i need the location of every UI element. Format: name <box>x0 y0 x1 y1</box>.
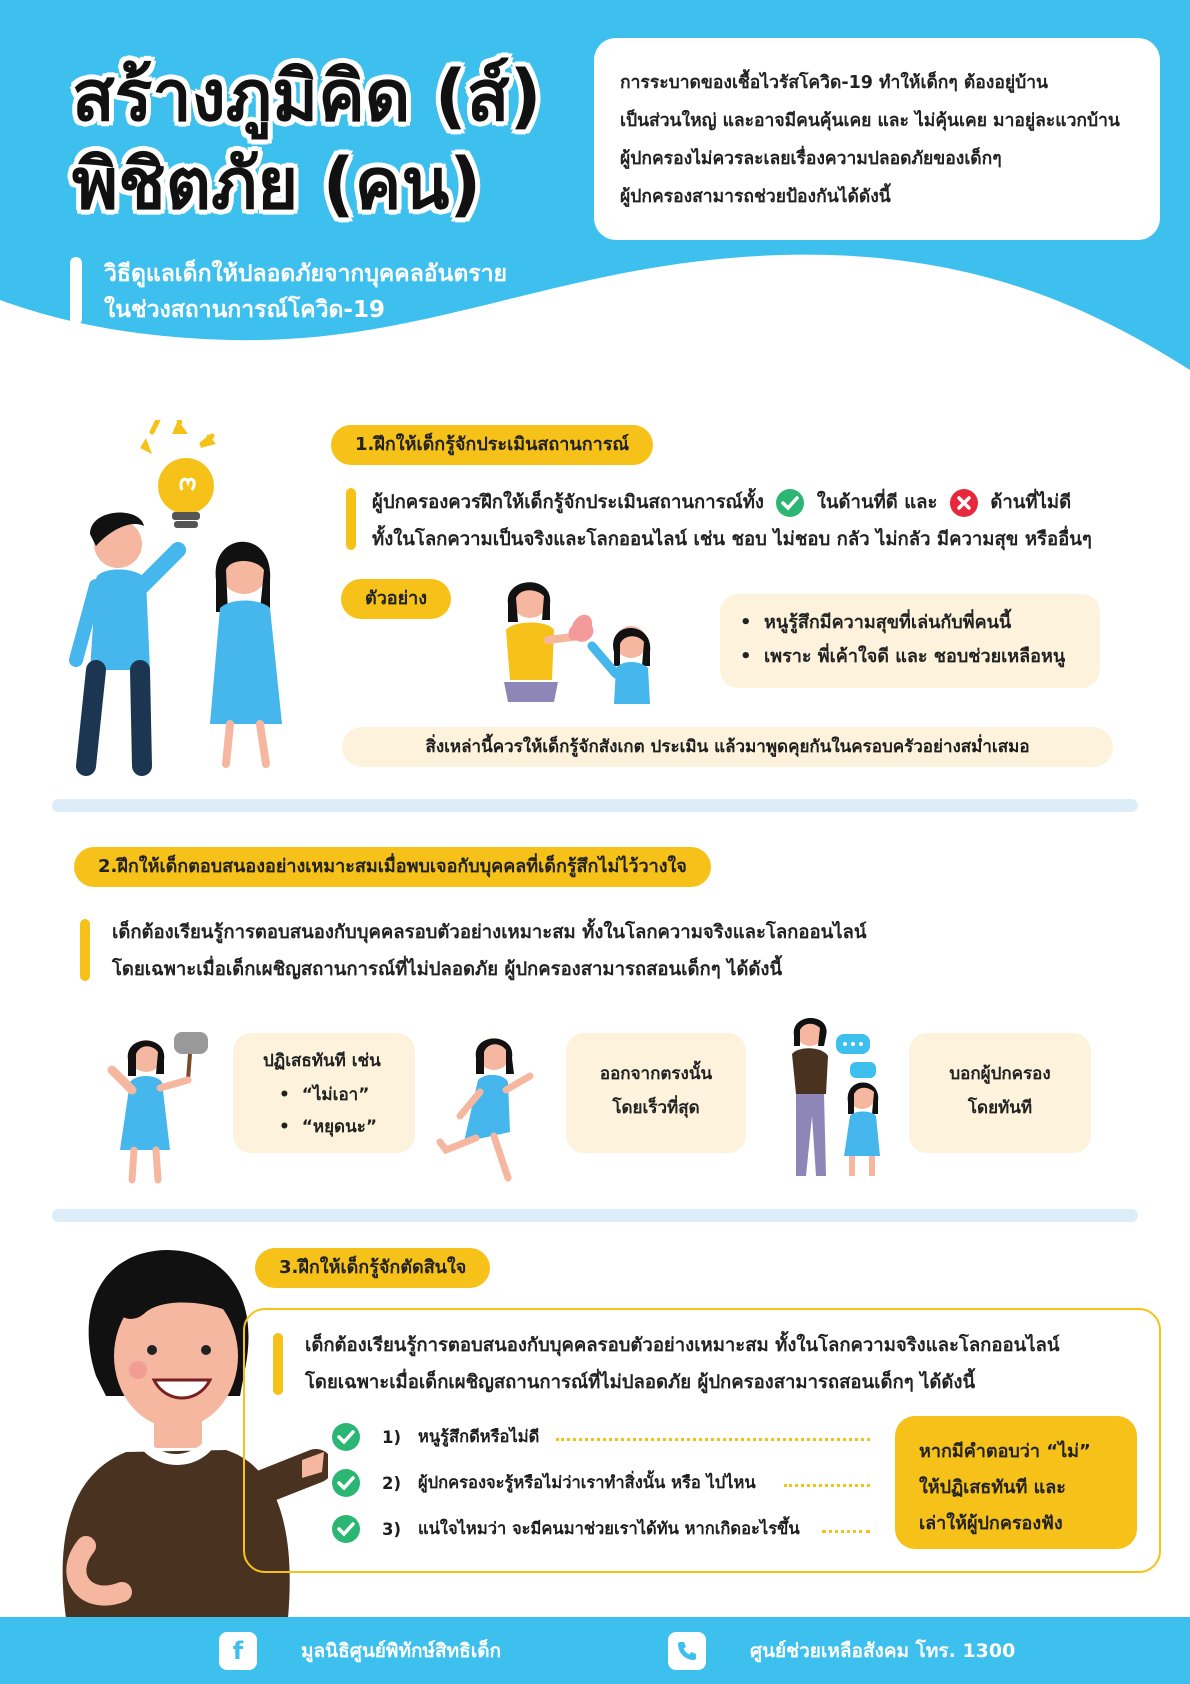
answer-line: หากมีคำตอบว่า “ไม่” <box>919 1441 1091 1462</box>
example-bubble <box>720 594 1100 688</box>
intro-line: ผู้ปกครองสามารถช่วยป้องกันได้ดังนี้ <box>620 187 891 207</box>
page-subtitle <box>104 256 507 328</box>
section3-body-line1: เด็กต้องเรียนรู้การตอบสนองกับบุคคลรอบตัวอย่างเหมาะสม ทั้งในโลกความจริงและโลกออนไลน์ <box>305 1335 1060 1356</box>
action-card-line: ออกจากตรงนั้น <box>599 1064 713 1084</box>
check-circle-icon <box>332 1515 360 1543</box>
subtitle-line-1: วิธีดูแลเด็กให้ปลอดภัยจากบุคคลอันตราย <box>104 261 508 287</box>
dotted-leader <box>556 1438 870 1441</box>
lightbulb-icon <box>140 420 216 528</box>
subtitle-accent-bar <box>70 257 82 325</box>
question-row <box>332 1466 756 1500</box>
page-title <box>72 52 541 228</box>
check-circle-icon <box>332 1469 360 1497</box>
facebook-icon: f <box>219 1632 257 1670</box>
title-line-1: สร้างภูมิคิด (ส์) <box>72 55 542 137</box>
question-row <box>332 1420 539 1454</box>
dotted-leader <box>822 1530 870 1533</box>
question-number: 2) <box>382 1473 402 1493</box>
check-circle-icon <box>776 489 804 517</box>
footer <box>0 1617 1190 1684</box>
x-circle-icon <box>950 489 978 517</box>
check-circle-icon <box>332 1423 360 1451</box>
action-card-title: ปฏิเสธทันที เช่น <box>263 1051 381 1071</box>
section-divider <box>52 799 1138 812</box>
title-line-2: พิชิตภัย (คน) <box>72 143 482 225</box>
section1-accent-bar <box>346 488 356 550</box>
parent-child-lightbulb-illustration <box>60 420 300 780</box>
section2-heading: 2.ฝึกให้เด็กตอบสนองอย่างเหมาะสมเมื่อพบเจอกับบุคคลที่เด็กรู้สึกไม่ไว้วางใจ <box>74 847 711 887</box>
section2-accent-bar <box>80 919 90 981</box>
action-card-line: โดยทันที <box>967 1098 1033 1118</box>
section3-accent-bar <box>273 1333 283 1395</box>
section2-body-line1: เด็กต้องเรียนรู้การตอบสนองกับบุคคลรอบตัวอย่างเหมาะสม ทั้งในโลกความจริงและโลกออนไลน์ <box>112 922 867 943</box>
action-card-line: โดยเร็วที่สุด <box>612 1098 700 1118</box>
question-text: ผู้ปกครองจะรู้หรือไม่ว่าเราทำสิ่งนั้น หรือ ไปไหน <box>418 1473 756 1492</box>
section1-note: สิ่งเหล่านี้ควรให้เด็กรู้จักสังเกต ประเมิน แล้วมาพูดคุยกันในครอบครัวอย่างสม่ำเสมอ <box>342 727 1113 767</box>
section3-heading: 3.ฝึกให้เด็กรู้จักตัดสินใจ <box>255 1248 490 1288</box>
child-telling-parent-illustration <box>782 1016 892 1182</box>
sister-child-playing-illustration <box>488 570 676 704</box>
action-card-item: • “ไม่เอา” <box>279 1085 370 1105</box>
footer-facebook[interactable] <box>219 1617 501 1684</box>
section1-body-line2: ทั้งในโลกความเป็นจริงและโลกออนไลน์ เช่น ชอบ ไม่ชอบ กลัว ไม่กลัว มีความสุข หรืออื่นๆ <box>372 529 1092 550</box>
footer-facebook-label: มูลนิธิศูนย์พิทักษ์สิทธิเด็ก <box>301 1639 502 1662</box>
action-card-refuse <box>233 1033 415 1153</box>
child-running-away-illustration <box>434 1032 540 1182</box>
question-text: แน่ใจไหมว่า จะมีคนมาช่วยเราได้ทัน หากเกิดอะไรขึ้น <box>418 1519 800 1538</box>
action-card-tell-parent <box>909 1033 1091 1153</box>
section3-body-line2: โดยเฉพาะเมื่อเด็กเผชิญสถานการณ์ที่ไม่ปลอดภัย ผู้ปกครองสามารถสอนเด็กๆ ได้ดังนี้ <box>305 1372 976 1393</box>
question-number: 3) <box>382 1519 402 1539</box>
intro-line: เป็นส่วนใหญ่ และอาจมีคนคุ้นเคย และ ไม่คุ้นเคย มาอยู่ละแวกบ้าน <box>620 111 1120 131</box>
phone-icon <box>668 1632 706 1670</box>
intro-line: ผู้ปกครองไม่ควรละเลยเรื่องความปลอดภัยของเด็กๆ <box>620 149 1002 169</box>
answer-line: ให้ปฏิเสธทันที และ <box>919 1477 1066 1498</box>
section-divider <box>52 1209 1138 1222</box>
intro-line: การระบาดของเชื้อไวรัสโควิด-19 ทำให้เด็กๆ ต้องอยู่บ้าน <box>620 73 1048 93</box>
dotted-leader <box>784 1484 870 1487</box>
action-card-item: • “หยุดนะ” <box>279 1117 378 1137</box>
section2-body-line2: โดยเฉพาะเมื่อเด็กเผชิญสถานการณ์ที่ไม่ปลอดภัย ผู้ปกครองสามารถสอนเด็กๆ ได้ดังนี้ <box>112 959 783 980</box>
question-number: 1) <box>382 1427 402 1447</box>
intro-box <box>594 38 1160 240</box>
example-bullet: • เพราะ พี่เค้าใจดี และ ชอบช่วยเหลือหนู <box>740 646 1066 667</box>
section1-heading: 1.ฝึกให้เด็กรู้จักประเมินสถานการณ์ <box>331 425 653 465</box>
answer-box <box>895 1416 1137 1549</box>
question-row <box>332 1512 800 1546</box>
example-label: ตัวอย่าง <box>341 579 451 619</box>
section1-body-line1: ผู้ปกครองควรฝึกให้เด็กรู้จักประเมินสถานการณ์ทั้ง ในด้านที่ดี และ ด้านที่ไม่ดี <box>372 484 1071 521</box>
answer-line: เล่าให้ผู้ปกครองฟัง <box>919 1513 1063 1534</box>
question-text: หนูรู้สึกดีหรือไม่ดี <box>418 1427 540 1446</box>
footer-phone-label: ศูนย์ช่วยเหลือสังคม โทร. 1300 <box>750 1639 1016 1662</box>
action-card-line: บอกผู้ปกครอง <box>949 1064 1051 1084</box>
example-bullet: • หนูรู้สึกมีความสุขที่เล่นกับพี่คนนี้ <box>740 612 1012 633</box>
footer-phone[interactable] <box>668 1617 1015 1684</box>
action-card-leave <box>566 1033 746 1153</box>
child-refusing-illustration <box>104 1030 214 1186</box>
subtitle-line-2: ในช่วงสถานการณ์โควิด-19 <box>104 297 385 323</box>
